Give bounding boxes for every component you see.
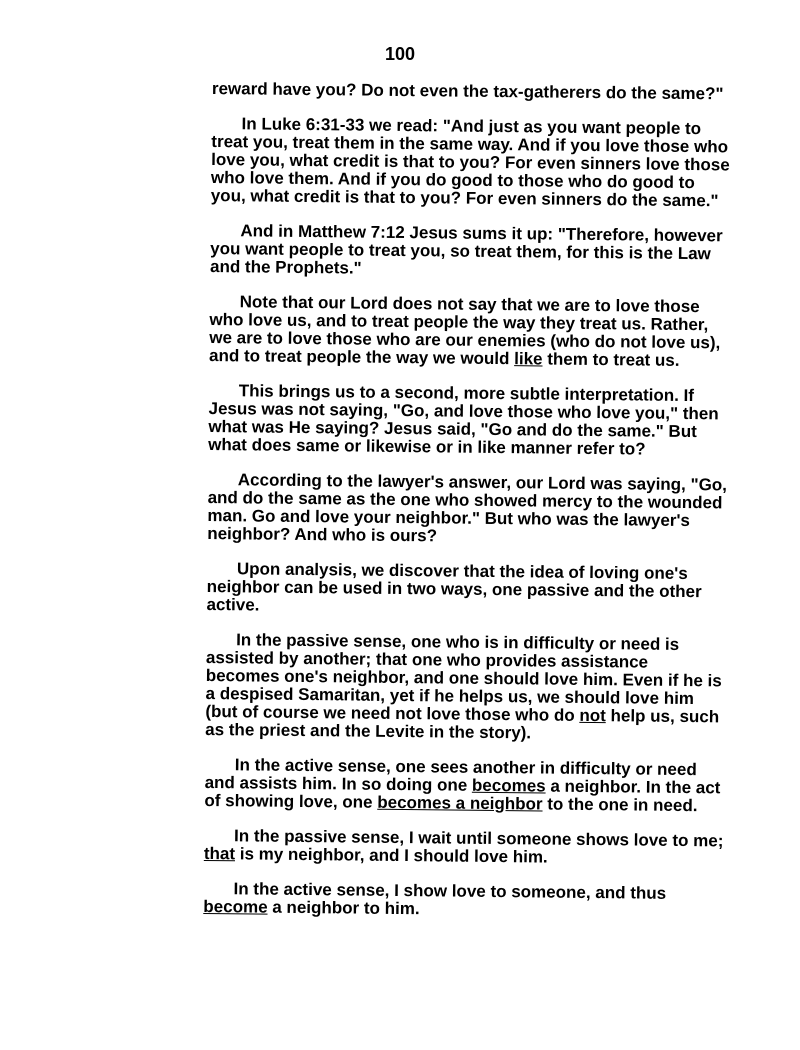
paragraph-text: to the one in need. <box>542 794 698 816</box>
paragraph <box>205 631 726 744</box>
paragraph <box>204 756 725 815</box>
paragraph <box>206 560 727 619</box>
paragraph-text: According to the lawyer's answer, our Lord was saying, "Go, and do the same as the one who showed mercy to the wounded man. Go and love your neighbor." But who was the lawyer's neighbor? And who is ours? <box>207 470 728 546</box>
paragraph <box>210 222 731 281</box>
underlined-text: not <box>579 705 606 726</box>
underlined-text: become <box>203 896 268 917</box>
paragraph-text: In Luke 6:31-33 we read: "And just as you want people to treat you, treat them in the same way. And if you love those who love you, what credit is that to you? For even sinners love those who love them. And if you do good to those who do good to you, what credit is that to you? For even sinners do the same." <box>210 114 730 211</box>
paragraph <box>211 115 732 210</box>
paragraph-text: them to treat us. <box>542 349 680 370</box>
paragraph-text: In the active sense, one sees another in difficulty or need and assists him. In so doing one <box>204 755 697 795</box>
body-text <box>203 80 732 938</box>
paragraph-text: is my neighbor, and I should love him. <box>234 844 548 867</box>
paragraph-text: help us, such as the priest and the Levite in the story). <box>205 706 720 743</box>
underlined-text: becomes <box>471 775 546 796</box>
paragraph <box>209 293 730 370</box>
paragraph-text: In the passive sense, one who is in difficulty or need is assisted by another; that one who provides assistance becomes one's neighbor, and one should love him. Even if he is a despised Samaritan, yet if he helps us, we should love him (but of course we need not love those who do <box>205 630 722 725</box>
paragraph <box>207 471 728 548</box>
paragraph <box>203 880 723 921</box>
paragraph-text: Note that our Lord does not say that we are to love those who love us, and to treat people the way they treat us. Rather, we are to love those who are our enemies (who do not love us), and to treat people the way we would <box>209 292 721 369</box>
paragraph-text: a neighbor. In the act of showing love, one <box>204 776 721 812</box>
paragraph-text: This brings us to a second, more subtle interpretation. If Jesus was not saying, "Go, and love those who love you," then what was He saying? Jesus said, "Go and do the same." But what does same or likewise or in like manner refer to? <box>208 381 719 459</box>
page-number: 100 <box>384 44 416 64</box>
paragraph-text: In the active sense, I show love to someone, and thus <box>233 879 667 903</box>
paragraph-text: And in Matthew 7:12 Jesus sums it up: "Therefore, however you want people to treat you, so treat them, for this is the Law and the Prophets." <box>209 221 723 278</box>
paragraph-text: In the passive sense, I wait until someone shows love to me; <box>233 826 724 851</box>
underlined-text: becomes a neighbor <box>377 792 543 814</box>
paragraph <box>204 827 724 868</box>
paragraph-text: Upon analysis, we discover that the idea of loving one's neighbor can be used in two ways, one passive and the other active. <box>206 559 702 615</box>
underlined-text: like <box>514 349 543 369</box>
paragraph-text: a neighbor to him. <box>267 897 420 919</box>
paragraph <box>212 80 732 103</box>
paragraph <box>208 382 729 459</box>
underlined-text: that <box>203 843 236 864</box>
paragraph-text: reward have you? Do not even the tax-gatherers do the same?" <box>211 79 724 104</box>
